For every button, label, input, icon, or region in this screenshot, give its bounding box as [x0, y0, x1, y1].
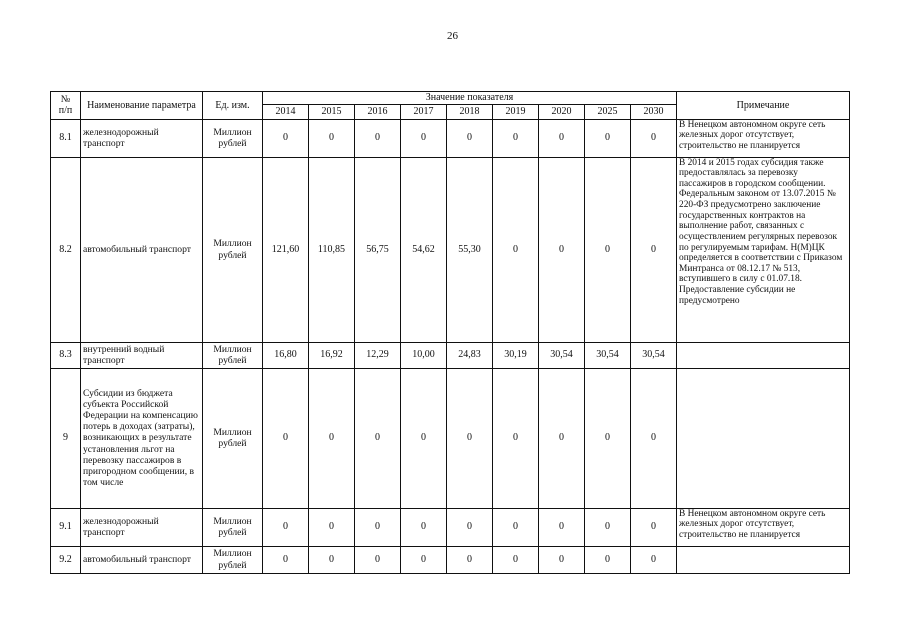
table-row [51, 157, 850, 342]
parameter-name: внутренний водный транспорт [81, 342, 203, 368]
unit-cell: Миллион рублей [203, 368, 263, 508]
value-cell: 30,54 [539, 342, 585, 368]
value-cell: 0 [539, 119, 585, 157]
unit-cell: Миллион рублей [203, 508, 263, 546]
unit-cell: Миллион рублей [203, 342, 263, 368]
value-cell: 0 [447, 508, 493, 546]
note-cell [677, 342, 850, 368]
row-number: 8.2 [51, 157, 81, 342]
page-number: 26 [447, 30, 458, 42]
row-number: 9 [51, 368, 81, 508]
value-cell: 0 [447, 119, 493, 157]
value-cell: 0 [309, 368, 355, 508]
value-cell: 0 [539, 546, 585, 573]
header-row-top [51, 92, 850, 105]
value-cell: 0 [355, 546, 401, 573]
value-cell: 0 [493, 368, 539, 508]
value-cell: 30,54 [631, 342, 677, 368]
value-cell: 0 [585, 508, 631, 546]
value-cell: 0 [631, 119, 677, 157]
value-cell: 0 [493, 546, 539, 573]
value-cell: 110,85 [309, 157, 355, 342]
table-row [51, 508, 850, 546]
row-number: 8.3 [51, 342, 81, 368]
header-name: Наименование параметра [81, 92, 203, 120]
value-cell: 0 [631, 546, 677, 573]
parameter-name: автомобильный транспорт [81, 546, 203, 573]
header-unit: Ед. изм. [203, 92, 263, 120]
value-cell: 0 [263, 368, 309, 508]
note-cell [677, 546, 850, 573]
value-cell: 0 [631, 157, 677, 342]
indicator-table [50, 91, 850, 574]
row-number: 9.2 [51, 546, 81, 573]
value-cell: 0 [309, 546, 355, 573]
parameter-name: железнодорожный транспорт [81, 508, 203, 546]
header-year-2019: 2019 [493, 104, 539, 119]
row-number: 8.1 [51, 119, 81, 157]
value-cell: 0 [631, 368, 677, 508]
header-year-2030: 2030 [631, 104, 677, 119]
value-cell: 30,19 [493, 342, 539, 368]
row-number: 9.1 [51, 508, 81, 546]
parameter-name: железнодорожный транспорт [81, 119, 203, 157]
value-cell: 24,83 [447, 342, 493, 368]
value-cell: 16,92 [309, 342, 355, 368]
parameter-name: Субсидии из бюджета субъекта Российской Федерации на компенсацию потерь в доходах (затраты), возникающих в результате установления льгот на перевозку пассажиров в пригородном сообщении, в том числе [81, 368, 203, 508]
value-cell: 121,60 [263, 157, 309, 342]
value-cell: 0 [539, 157, 585, 342]
value-cell: 0 [447, 546, 493, 573]
table-row [51, 119, 850, 157]
value-cell: 0 [539, 368, 585, 508]
header-values-group: Значение показателя [263, 92, 677, 105]
value-cell: 10,00 [401, 342, 447, 368]
value-cell: 54,62 [401, 157, 447, 342]
header-year-2014: 2014 [263, 104, 309, 119]
value-cell: 0 [355, 368, 401, 508]
header-year-2016: 2016 [355, 104, 401, 119]
value-cell: 0 [309, 119, 355, 157]
value-cell: 0 [585, 368, 631, 508]
header-year-2020: 2020 [539, 104, 585, 119]
value-cell: 0 [263, 546, 309, 573]
value-cell: 0 [631, 508, 677, 546]
value-cell: 55,30 [447, 157, 493, 342]
header-num: № п/п [51, 92, 81, 120]
value-cell: 0 [309, 508, 355, 546]
value-cell: 0 [263, 119, 309, 157]
value-cell: 0 [401, 546, 447, 573]
value-cell: 56,75 [355, 157, 401, 342]
note-cell: В Ненецком автономном округе сеть железных дорог отсутствует, строительство не планируется [677, 508, 850, 546]
table-row [51, 342, 850, 368]
value-cell: 0 [493, 119, 539, 157]
header-year-2017: 2017 [401, 104, 447, 119]
value-cell: 0 [401, 119, 447, 157]
unit-cell: Миллион рублей [203, 119, 263, 157]
header-note: Примечание [677, 92, 850, 120]
value-cell: 16,80 [263, 342, 309, 368]
parameter-name: автомобильный транспорт [81, 157, 203, 342]
table-row [51, 546, 850, 573]
value-cell: 0 [585, 546, 631, 573]
header-year-2018: 2018 [447, 104, 493, 119]
value-cell: 0 [539, 508, 585, 546]
value-cell: 0 [585, 119, 631, 157]
value-cell: 30,54 [585, 342, 631, 368]
value-cell: 0 [493, 508, 539, 546]
header-year-2025: 2025 [585, 104, 631, 119]
value-cell: 0 [447, 368, 493, 508]
note-cell [677, 368, 850, 508]
value-cell: 0 [401, 368, 447, 508]
value-cell: 0 [585, 157, 631, 342]
note-cell: В 2014 и 2015 годах субсидия также предоставлялась за перевозку пассажиров в городском сообщении. Федеральным законом от 13.07.2015 № 220-ФЗ предусмотрено заключение государственных контрактов на выполнение работ, связанных с осуществлением регулярных перевозок по регулируемым тарифам. Н(М)ЦК определяется в соответствии с Приказом Минтранса от 08.12.17 № 513, вступившего в силу с 01.07.18. Предоставление субсидии не предусмотрено [677, 157, 850, 342]
table-row [51, 368, 850, 508]
unit-cell: Миллион рублей [203, 157, 263, 342]
value-cell: 0 [401, 508, 447, 546]
value-cell: 0 [263, 508, 309, 546]
unit-cell: Миллион рублей [203, 546, 263, 573]
value-cell: 0 [355, 508, 401, 546]
header-year-2015: 2015 [309, 104, 355, 119]
value-cell: 0 [493, 157, 539, 342]
value-cell: 12,29 [355, 342, 401, 368]
note-cell: В Ненецком автономном округе сеть железных дорог отсутствует, строительство не планируется [677, 119, 850, 157]
value-cell: 0 [355, 119, 401, 157]
